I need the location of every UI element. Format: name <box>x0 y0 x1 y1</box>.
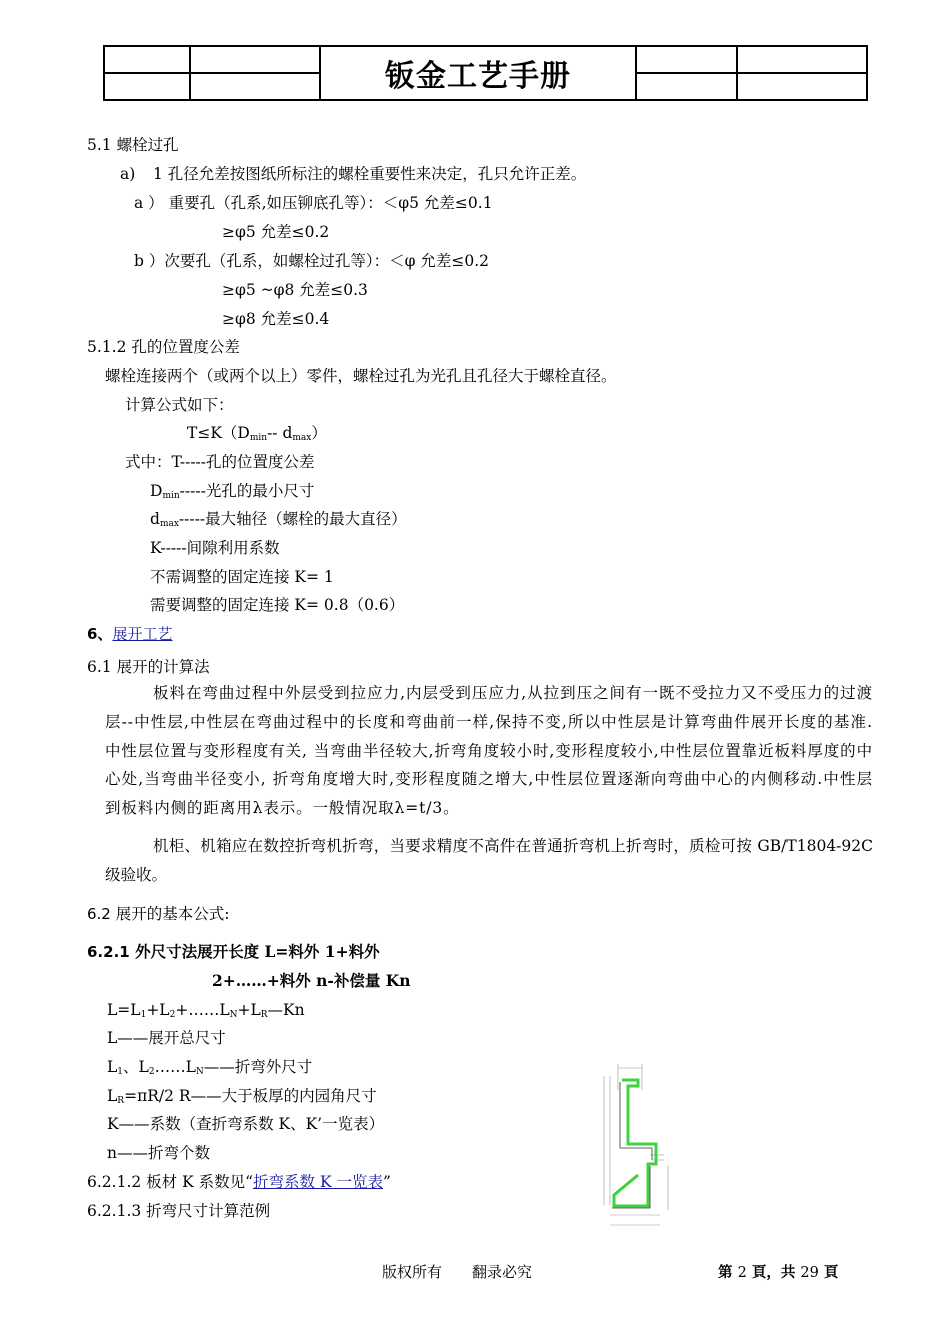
formula-part: ） <box>311 424 327 442</box>
rule-text: 1 孔径允差按图纸所标注的螺栓重要性来决定，孔只允许正差。 <box>153 165 587 183</box>
symbol: L <box>107 1087 118 1105</box>
formula-part: +L <box>237 1001 261 1019</box>
fixed-connection-1: 不需调整的固定连接 K= 1 <box>150 568 334 586</box>
definition-text: =πR/2 R——大于板厚的内园角尺寸 <box>124 1087 377 1105</box>
footer-page-count <box>718 1261 838 1282</box>
page-text: 頁，共 <box>746 1265 801 1281</box>
formula-subscript: R <box>260 1010 268 1020</box>
symbol-subscript: R <box>117 1096 125 1106</box>
bending-quality-paragraph: 机柜、机箱应在数控折弯机折弯，当要求精度不高件在普通折弯机上折弯时，质检可按 GB/T1804-92C 级验收。 <box>105 837 873 884</box>
section-number: 6.2 <box>87 905 111 923</box>
section-6-2-1-3: 6.2.1.3 折弯尺寸计算范例 <box>87 1202 271 1220</box>
formula-part: -- d <box>267 424 293 442</box>
symbol-subscript: N <box>195 1067 204 1077</box>
formula-subscript: min <box>249 433 268 443</box>
formula-subscript: 1 <box>140 1010 147 1020</box>
formula-label: 计算公式如下： <box>125 396 234 414</box>
symbol: d <box>150 510 160 528</box>
symbol-subscript: min <box>162 491 180 501</box>
formula-subscript: N <box>229 1010 238 1020</box>
section-intro: 螺栓连接两个（或两个以上）零件，螺栓过孔为光孔且孔径大于螺栓直径。 <box>105 367 617 385</box>
page-text: 第 <box>718 1265 738 1281</box>
secondary-hole-rule: b ）次要孔（孔系，如螺栓过孔等）：＜φ 允差≤0.2 <box>134 252 490 270</box>
important-hole-rule: a ） 重要孔（孔系,如压铆底孔等）：＜φ5 允差≤0.1 <box>134 194 493 212</box>
header-cell <box>737 73 867 100</box>
section-title: 外尺寸法展开长度 L=料外 1+料外 <box>129 942 380 961</box>
page-total: 29 <box>800 1265 819 1281</box>
body-text: 6.2.1.2 板材 K 系数见“ <box>87 1173 254 1191</box>
section-6-2-heading <box>87 904 230 924</box>
l-definition: L——展开总尺寸 <box>107 1029 226 1047</box>
section-6-link[interactable]: 展开工艺 <box>112 625 173 643</box>
section-6-2-1-heading-cont: 2+……+料外 n-补偿量 Kn <box>212 971 411 990</box>
header-cell <box>190 46 320 73</box>
header-cell <box>190 73 320 100</box>
secondary-hole-rule-3: ≥φ8 允差≤0.4 <box>222 310 330 328</box>
where-clause: 式中：T-----孔的位置度公差 <box>125 453 315 471</box>
header-cell <box>104 73 190 100</box>
formula-subscript: max <box>292 433 312 443</box>
definition-text: -----光孔的最小尺寸 <box>179 482 315 500</box>
fixed-connection-2: 需要调整的固定连接 K= 0.8（0.6） <box>150 596 405 614</box>
formula-part: T≤K（D <box>187 424 250 442</box>
footer-notice: 翻录必究 <box>472 1263 533 1281</box>
document-title: 钣金工艺手册 <box>320 46 636 100</box>
definition-text: ——折弯外尺寸 <box>203 1058 313 1076</box>
section-6-heading <box>87 624 172 644</box>
section-number: 6、 <box>87 625 113 643</box>
header-cell <box>737 46 867 73</box>
formula-part: +……L <box>175 1001 230 1019</box>
formula-part: —Kn <box>267 1001 305 1019</box>
symbol: 、L <box>123 1058 149 1076</box>
bending-dimension-drawing <box>590 1060 680 1235</box>
dmin-definition <box>150 481 314 506</box>
header-table <box>103 45 868 101</box>
page-text: 頁 <box>818 1265 839 1281</box>
symbol: L <box>107 1058 118 1076</box>
n-definition: n——折弯个数 <box>107 1144 210 1162</box>
k-coefficient-definition: K——系数（查折弯系数 K、K’一览表） <box>107 1115 385 1133</box>
symbol: ……L <box>154 1058 196 1076</box>
formula-subscript: 2 <box>169 1010 176 1020</box>
important-hole-rule-2: ≥φ5 允差≤0.2 <box>222 223 330 241</box>
section-6-2-1-2 <box>87 1172 391 1192</box>
header-cell <box>636 46 737 73</box>
section-5-1-heading: 5.1 螺栓过孔 <box>87 136 179 154</box>
header-cell <box>104 46 190 73</box>
k-definition: K-----间隙利用系数 <box>150 539 280 557</box>
neutral-layer-paragraph: 板料在弯曲过程中外层受到拉应力,内层受到压应力,从拉到压之间有一既不受拉力又不受压力的过渡层--中性层,中性层在弯曲过程中的长度和弯曲前一样,保持不变,所以中性层是计算弯曲件展开长度的基准.中性层位置与变形程度有关, 当弯曲半径较大,折弯角度较小时,变形程度较小,中性层位置靠近板料厚度的中心处,当弯曲半径变小, 折弯角度增大时,变形程度随之增大,中性层位置逐渐向弯曲中心的内侧移动.中性层到板料内侧的距离用λ表示。一般情况取λ=t/3。 <box>105 684 873 818</box>
symbol-subscript: max <box>159 519 179 529</box>
dmax-definition <box>150 509 407 534</box>
section-title: 展开的基本公式: <box>110 905 230 923</box>
section-6-1-heading: 6.1 展开的计算法 <box>87 658 210 676</box>
k-table-link[interactable]: 折弯系数 K 一览表 <box>253 1173 383 1191</box>
ln-definition <box>107 1057 312 1082</box>
secondary-hole-rule-2: ≥φ5 ~φ8 允差≤0.3 <box>222 281 368 299</box>
list-marker-a: a) <box>120 165 136 183</box>
position-tolerance-formula <box>187 423 327 448</box>
symbol-subscript: 2 <box>148 1067 155 1077</box>
header-cell <box>636 73 737 100</box>
section-6-2-1-heading <box>87 942 380 962</box>
symbol-subscript: 1 <box>117 1067 124 1077</box>
unfold-formula <box>107 1000 305 1025</box>
section-number: 6.2.1 <box>87 943 130 961</box>
lr-definition <box>107 1086 377 1111</box>
formula-part: L=L <box>107 1001 141 1019</box>
page-number: 2 <box>737 1265 747 1281</box>
footer-copyright: 版权所有 <box>382 1263 443 1281</box>
definition-text: -----最大轴径（螺栓的最大直径） <box>178 510 407 528</box>
formula-part: +L <box>146 1001 170 1019</box>
section-5-1-2-heading: 5.1.2 孔的位置度公差 <box>87 338 240 356</box>
symbol: D <box>150 482 163 500</box>
body-text: ” <box>382 1173 391 1191</box>
